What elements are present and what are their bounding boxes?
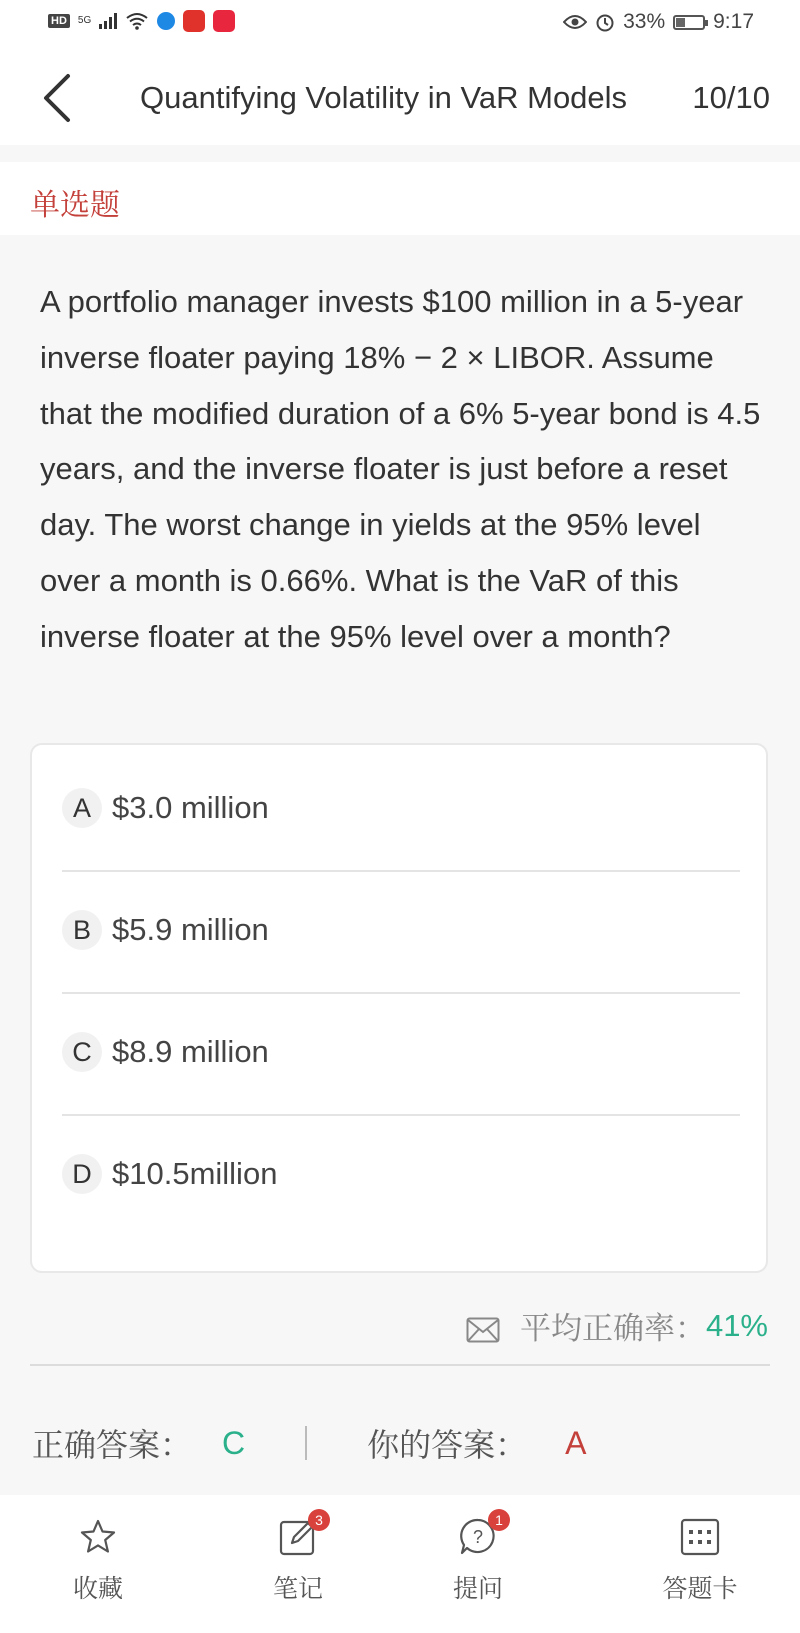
app-notification-icon — [157, 12, 175, 30]
option-letter: A — [62, 788, 102, 828]
option-letter: B — [62, 910, 102, 950]
option-a[interactable] — [62, 745, 740, 872]
svg-text:?: ? — [472, 1527, 484, 1547]
tab-label: 答题卡 — [662, 1575, 738, 1603]
question-type-bar — [0, 162, 800, 235]
tab-notes[interactable] — [238, 1512, 358, 1605]
option-d[interactable] — [62, 1111, 740, 1238]
question-text: A portfolio manager invests $100 million in a 5-year inverse floater paying 18% − 2 × LIBOR. Assume that the modified duration of a 6% 5-year bond is 4.5 years, and the inverse floater is just before a reset day. The worst change in yields at the 95% level over a month is 0.66%. What is the VaR of this inverse floater at the 95% level over a month? — [40, 284, 761, 654]
nav-header — [0, 50, 800, 145]
answer-summary — [32, 1420, 586, 1466]
average-accuracy-label: 平均正确率： — [519, 1311, 706, 1346]
question-type-label: 单选题 — [30, 189, 120, 222]
clock: 9:17 — [713, 10, 754, 33]
answer-card-icon — [680, 1517, 720, 1557]
chevron-left-icon — [38, 72, 78, 124]
page-title: Quantifying Volatility in VaR Models — [140, 80, 628, 115]
mail-icon — [466, 1317, 500, 1343]
tab-label: 收藏 — [72, 1575, 123, 1603]
tab-favorite[interactable] — [38, 1517, 158, 1605]
note-edit-icon — [278, 1512, 323, 1557]
eye-icon — [563, 14, 587, 30]
your-answer-value: A — [565, 1424, 587, 1461]
option-text: $5.9 million — [112, 912, 269, 947]
options-card — [30, 743, 768, 1273]
correct-answer-value: C — [222, 1424, 246, 1461]
average-accuracy-value: 41% — [705, 1307, 768, 1343]
tab-label: 笔记 — [272, 1575, 323, 1603]
option-letter: D — [62, 1154, 102, 1194]
app-notification-icon — [183, 10, 205, 32]
wifi-icon — [125, 12, 149, 30]
network-type: 5G — [77, 15, 92, 26]
your-answer-label: 你的答案： — [367, 1427, 528, 1463]
ask-badge: 1 — [488, 1509, 510, 1531]
status-bar — [0, 0, 800, 50]
tab-label: 提问 — [452, 1575, 503, 1603]
average-accuracy — [466, 1303, 768, 1348]
question-bubble-icon — [458, 1512, 503, 1557]
signal-icon — [99, 13, 117, 29]
option-text: $8.9 million — [112, 1034, 269, 1069]
star-icon — [78, 1517, 118, 1557]
correct-answer-label: 正确答案： — [32, 1427, 193, 1463]
option-c[interactable] — [62, 989, 740, 1116]
option-letter: C — [62, 1032, 102, 1072]
option-b[interactable] — [62, 867, 740, 994]
divider — [305, 1426, 307, 1460]
status-right — [563, 10, 754, 34]
option-text: $10.5million — [112, 1156, 278, 1191]
bottom-tab-bar — [0, 1495, 800, 1633]
battery-percent: 33% — [623, 10, 666, 33]
battery-icon — [673, 15, 705, 30]
option-text: $3.0 million — [112, 790, 269, 825]
divider — [30, 1364, 770, 1366]
question-counter: 10/10 — [692, 80, 770, 115]
alarm-icon — [595, 12, 615, 32]
tab-answer-card[interactable] — [640, 1517, 760, 1605]
hd-badge: HD — [48, 14, 70, 28]
tab-ask[interactable] — [418, 1512, 538, 1605]
back-button[interactable] — [38, 72, 78, 124]
notes-badge: 3 — [308, 1509, 330, 1531]
status-left — [48, 10, 235, 32]
app-notification-icon — [213, 10, 235, 32]
